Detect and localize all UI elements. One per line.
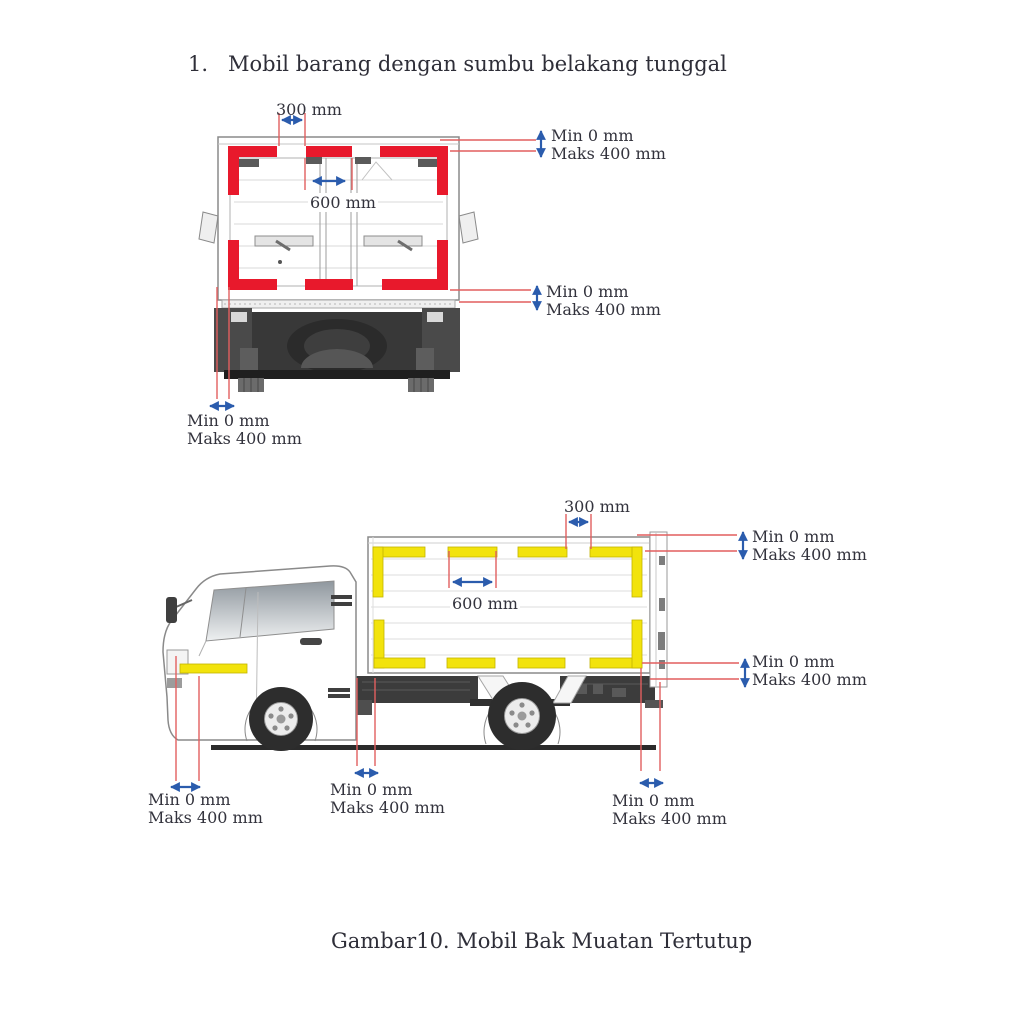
offset-label-rear-top: [551, 127, 666, 162]
offset-max: Maks 400 mm: [330, 797, 445, 817]
figure-caption: Gambar10. Mobil Bak Muatan Tertutup: [331, 929, 753, 953]
dim-label-300mm-side: 300 mm: [564, 497, 630, 516]
offset-min: Min 0 mm: [551, 126, 634, 145]
rear-undercarriage: [214, 308, 460, 392]
door-bump-stop: [278, 260, 282, 264]
offset-max: Maks 400 mm: [551, 143, 666, 163]
offset-label-rear-bottom: [546, 283, 661, 318]
dim-label-600mm-rear: 600 mm: [310, 193, 376, 212]
offset-min: Min 0 mm: [148, 790, 231, 809]
offset-max: Maks 400 mm: [752, 544, 867, 564]
side-chassis: [313, 676, 663, 732]
offset-min: Min 0 mm: [187, 411, 270, 430]
offset-min: Min 0 mm: [752, 527, 835, 546]
offset-max: Maks 400 mm: [752, 669, 867, 689]
offset-label-side-top: [752, 528, 867, 563]
offset-min: Min 0 mm: [330, 780, 413, 799]
heading-number: 1.: [188, 52, 209, 76]
offset-label-side-rear: [612, 792, 727, 827]
offset-min: Min 0 mm: [752, 652, 835, 671]
side-mirror: [166, 597, 177, 623]
offset-label-side-mid: [330, 781, 445, 816]
cab-yellow-tape: [180, 664, 247, 673]
heading-text: Mobil barang dengan sumbu belakang tunggal: [228, 52, 727, 76]
rear-bumper-bar: [224, 370, 450, 379]
offset-max: Maks 400 mm: [187, 428, 302, 448]
rear-view-truck: [199, 137, 478, 392]
side-view-truck: [163, 532, 667, 751]
offset-label-side-bottom: [752, 653, 867, 688]
dim-label-600mm-side: 600 mm: [452, 594, 518, 613]
dim-label-300mm-rear: 300 mm: [276, 100, 342, 119]
offset-max: Maks 400 mm: [148, 807, 263, 827]
offset-label-side-front: [148, 791, 263, 826]
offset-max: Maks 400 mm: [612, 808, 727, 828]
offset-min: Min 0 mm: [612, 791, 695, 810]
offset-label-rear-side: [187, 412, 302, 447]
offset-max: Maks 400 mm: [546, 299, 661, 319]
door-handle: [300, 638, 322, 645]
rear-wheels: [238, 378, 434, 392]
offset-min: Min 0 mm: [546, 282, 629, 301]
